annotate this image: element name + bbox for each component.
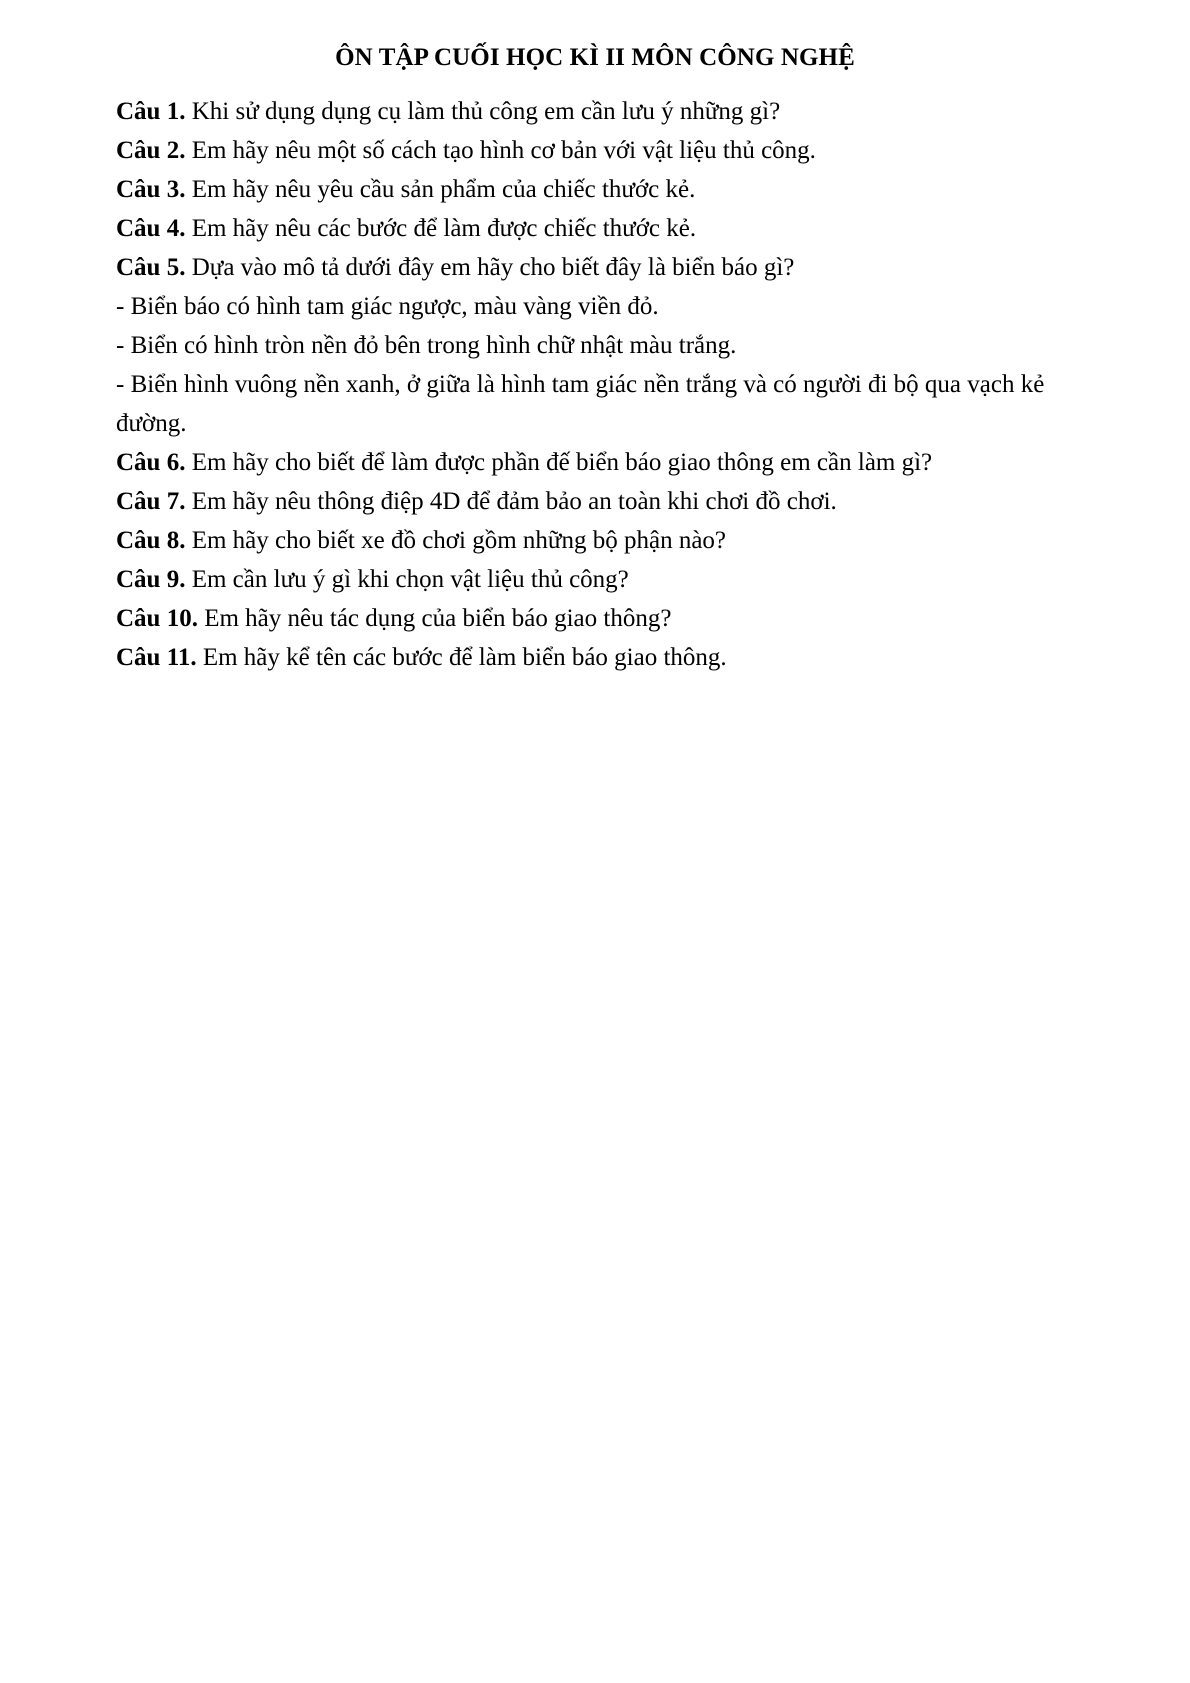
question-text: Em hãy nêu thông điệp 4D để đảm bảo an toàn khi chơi đồ chơi. <box>185 488 837 515</box>
question-label: Câu 11. <box>116 644 197 671</box>
question-list <box>116 92 1084 677</box>
question-label: Câu 6. <box>116 449 186 476</box>
question-label: Câu 8. <box>116 527 186 554</box>
question-label: Câu 1. <box>116 98 186 125</box>
question-5 <box>116 248 1084 287</box>
question-8 <box>116 521 1084 560</box>
question-text: Em hãy nêu tác dụng của biển báo giao thông? <box>197 605 672 632</box>
question-7 <box>116 482 1084 521</box>
question-text: Em cần lưu ý gì khi chọn vật liệu thủ công? <box>185 566 629 593</box>
question-text: Em hãy kể tên các bước để làm biển báo giao thông. <box>196 644 727 671</box>
sign-description-1 <box>116 287 1084 326</box>
sign-description-2 <box>116 326 1084 365</box>
question-label: Câu 10. <box>116 605 198 632</box>
question-9 <box>116 560 1084 599</box>
question-10 <box>116 599 1084 638</box>
question-text: Em hãy cho biết để làm được phần đế biển báo giao thông em cần làm gì? <box>185 449 933 476</box>
question-3 <box>116 170 1084 209</box>
question-label: Câu 7. <box>116 488 186 515</box>
question-text: Em hãy nêu yêu cầu sản phẩm của chiếc thước kẻ. <box>185 176 696 203</box>
description-text: - Biển có hình tròn nền đỏ bên trong hình chữ nhật màu trắng. <box>116 332 737 359</box>
question-text: Khi sử dụng dụng cụ làm thủ công em cần lưu ý những gì? <box>185 98 781 125</box>
question-label: Câu 3. <box>116 176 186 203</box>
description-text: - Biển báo có hình tam giác ngược, màu vàng viền đỏ. <box>116 293 659 320</box>
sign-description-3 <box>116 365 1084 443</box>
question-text: Em hãy nêu một số cách tạo hình cơ bản với vật liệu thủ công. <box>185 137 816 164</box>
question-1 <box>116 92 1084 131</box>
question-label: Câu 9. <box>116 566 186 593</box>
question-text: Em hãy nêu các bước để làm được chiếc thước kẻ. <box>185 215 697 242</box>
document-title: ÔN TẬP CUỐI HỌC KÌ II MÔN CÔNG NGHỆ <box>335 44 855 71</box>
question-11 <box>116 638 1084 677</box>
question-text: Dựa vào mô tả dưới đây em hãy cho biết đây là biển báo gì? <box>185 254 795 281</box>
question-2 <box>116 131 1084 170</box>
question-label: Câu 2. <box>116 137 186 164</box>
question-text: Em hãy cho biết xe đồ chơi gồm những bộ phận nào? <box>185 527 727 554</box>
question-4 <box>116 209 1084 248</box>
question-label: Câu 5. <box>116 254 186 281</box>
question-6 <box>116 443 1084 482</box>
question-label: Câu 4. <box>116 215 186 242</box>
description-text: - Biển hình vuông nền xanh, ở giữa là hình tam giác nền trắng và có người đi bộ qua vạch kẻ đường. <box>116 371 1045 437</box>
